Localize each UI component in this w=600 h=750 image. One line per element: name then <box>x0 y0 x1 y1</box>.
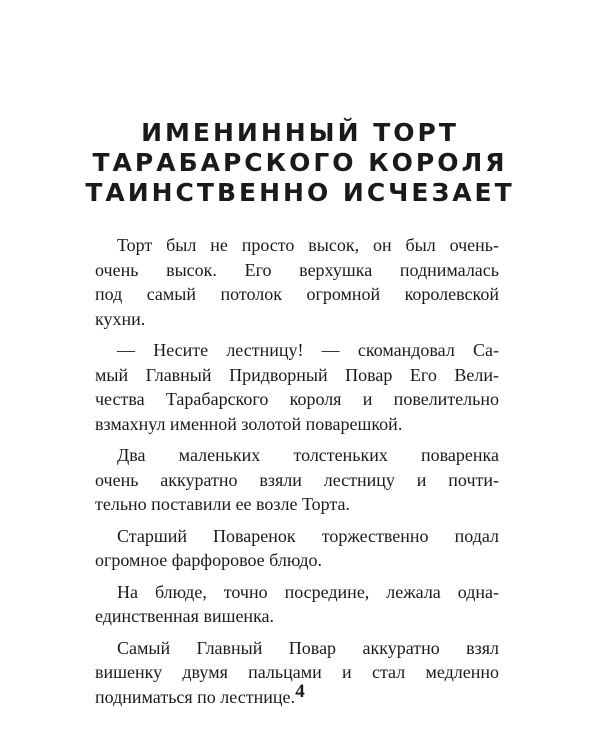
text-line: под самый потолок огромной королевской <box>95 284 499 304</box>
text-line: мый Главный Придворный Повар Его Вели- <box>95 364 499 385</box>
text-line: единственная вишенка. <box>95 606 275 626</box>
paragraph <box>95 580 499 629</box>
text-line: подниматься по лестнице. <box>95 686 295 707</box>
text-line: тельно поставили ее возле Торта. <box>95 494 350 514</box>
text-line: кухни. <box>95 308 146 329</box>
paragraph <box>95 443 499 517</box>
text-line: чества Тарабарского короля и повелительно <box>95 389 499 409</box>
paragraph <box>95 233 499 331</box>
text-line: очень высок. Его верхушка поднималась <box>95 259 499 280</box>
chapter-body <box>95 233 499 716</box>
chapter-title-line: ТАИНСТВЕННО ИСЧЕЗАЕТ <box>85 178 515 207</box>
text-line: Старший Поваренок торжественно подал <box>117 525 499 546</box>
text-line: Два маленьких толстеньких поваренка <box>117 445 499 465</box>
text-line: вишенку двумя пальцами и стал медленно <box>95 662 499 682</box>
paragraph <box>95 338 499 436</box>
chapter-title <box>0 118 600 208</box>
text-line: очень аккуратно взяли лестницу и почти- <box>95 469 499 490</box>
text-line: взмахнул именной золотой поварешкой. <box>95 413 403 434</box>
chapter-title-line: ИМЕНИННЫЙ ТОРТ <box>141 118 459 147</box>
text-line: — Несите лестницу! — скомандовал Са- <box>117 340 499 360</box>
paragraph <box>95 524 499 573</box>
text-line: Самый Главный Повар аккуратно взял <box>117 637 499 658</box>
text-line: огромное фарфоровое блюдо. <box>95 550 323 570</box>
chapter-title-line: ТАРАБАРСКОГО КОРОЛЯ <box>92 148 508 177</box>
text-line: Торт был не просто высок, он был очень- <box>117 235 499 255</box>
text-line: На блюде, точно посредине, лежала одна- <box>117 581 499 602</box>
page-number: 4 <box>295 681 305 702</box>
